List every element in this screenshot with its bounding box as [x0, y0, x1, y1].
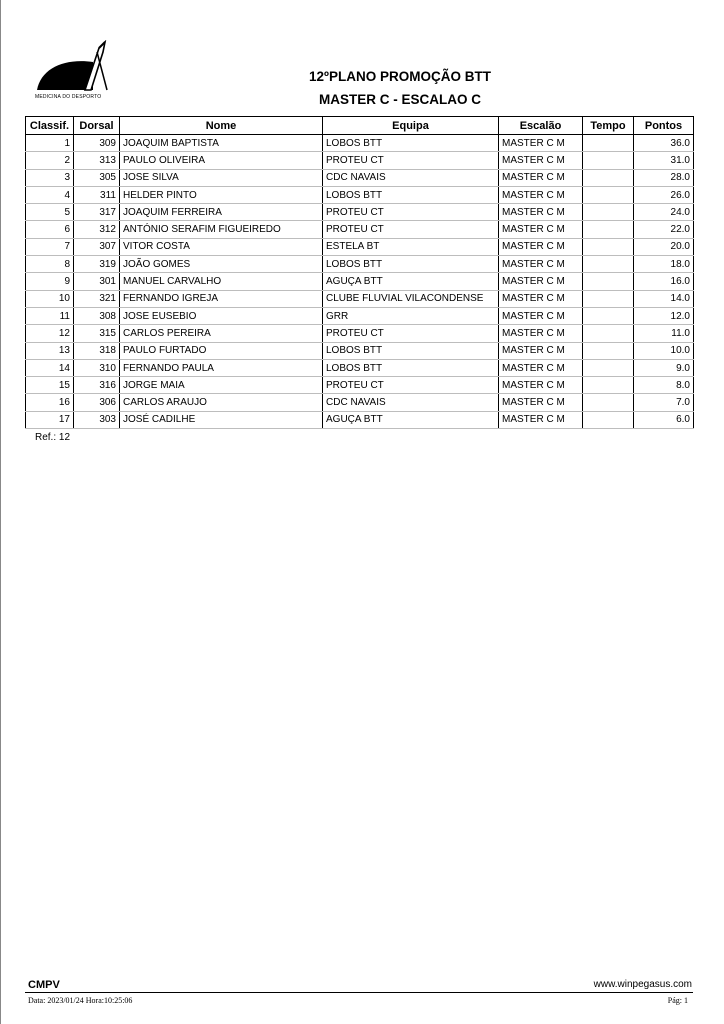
- table-row: [26, 152, 694, 169]
- cell-equipa: LOBOS BTT: [323, 135, 499, 152]
- table-row: [26, 377, 694, 394]
- table-row: [26, 204, 694, 221]
- cell-dorsal: 306: [74, 394, 120, 411]
- footer-divider: [25, 992, 693, 993]
- cell-tempo: [583, 359, 634, 376]
- header-equipa: Equipa: [323, 117, 499, 135]
- cell-equipa: CDC NAVAIS: [323, 394, 499, 411]
- cell-nome: JOSE EUSEBIO: [120, 307, 323, 324]
- cell-equipa: LOBOS BTT: [323, 186, 499, 203]
- results-table: [25, 116, 694, 429]
- table-row: [26, 273, 694, 290]
- cell-dorsal: 307: [74, 238, 120, 255]
- cell-dorsal: 305: [74, 169, 120, 186]
- header-escalao: Escalão: [499, 117, 583, 135]
- reference-note: [35, 432, 70, 443]
- cell-classif: 4: [26, 186, 74, 203]
- cell-nome: ANTÓNIO SERAFIM FIGUEIREDO: [120, 221, 323, 238]
- footer-organization: CMPV: [28, 979, 60, 991]
- cell-dorsal: 315: [74, 325, 120, 342]
- logo-caption: MEDICINA DO DESPORTO: [35, 94, 102, 100]
- cell-classif: 15: [26, 377, 74, 394]
- cell-pontos: 10.0: [634, 342, 694, 359]
- cell-classif: 16: [26, 394, 74, 411]
- cell-equipa: CDC NAVAIS: [323, 169, 499, 186]
- header-nome: Nome: [120, 117, 323, 135]
- cell-pontos: 6.0: [634, 411, 694, 428]
- table-row: [26, 290, 694, 307]
- cell-escalao: MASTER C M: [499, 169, 583, 186]
- cell-equipa: LOBOS BTT: [323, 359, 499, 376]
- cell-classif: 6: [26, 221, 74, 238]
- cell-nome: MANUEL CARVALHO: [120, 273, 323, 290]
- page-edge: [0, 0, 1, 1024]
- table-row: [26, 394, 694, 411]
- cell-escalao: MASTER C M: [499, 204, 583, 221]
- cell-tempo: [583, 377, 634, 394]
- cell-equipa: GRR: [323, 307, 499, 324]
- cell-escalao: MASTER C M: [499, 273, 583, 290]
- cell-escalao: MASTER C M: [499, 307, 583, 324]
- cell-equipa: LOBOS BTT: [323, 256, 499, 273]
- cell-escalao: MASTER C M: [499, 377, 583, 394]
- table-row: [26, 325, 694, 342]
- table-row: [26, 238, 694, 255]
- cell-classif: 13: [26, 342, 74, 359]
- table-row: [26, 411, 694, 428]
- cell-escalao: MASTER C M: [499, 135, 583, 152]
- cell-nome: CARLOS PEREIRA: [120, 325, 323, 342]
- cell-tempo: [583, 256, 634, 273]
- table-row: [26, 307, 694, 324]
- cell-classif: 5: [26, 204, 74, 221]
- cell-escalao: MASTER C M: [499, 342, 583, 359]
- cell-nome: JOAQUIM FERREIRA: [120, 204, 323, 221]
- cell-escalao: MASTER C M: [499, 221, 583, 238]
- cell-classif: 10: [26, 290, 74, 307]
- cell-tempo: [583, 169, 634, 186]
- cell-equipa: AGUÇA BTT: [323, 411, 499, 428]
- cell-escalao: MASTER C M: [499, 290, 583, 307]
- cell-dorsal: 311: [74, 186, 120, 203]
- header-dorsal: Dorsal: [74, 117, 120, 135]
- cell-pontos: 7.0: [634, 394, 694, 411]
- ref-label: Ref.:: [35, 432, 57, 443]
- table-row: [26, 135, 694, 152]
- cell-equipa: CLUBE FLUVIAL VILACONDENSE: [323, 290, 499, 307]
- cell-equipa: ESTELA BT: [323, 238, 499, 255]
- cell-tempo: [583, 273, 634, 290]
- header-pontos: Pontos: [634, 117, 694, 135]
- cell-tempo: [583, 152, 634, 169]
- cell-pontos: 8.0: [634, 377, 694, 394]
- page-subtitle: MASTER C - ESCALAO C: [319, 92, 481, 107]
- cell-pontos: 28.0: [634, 169, 694, 186]
- cell-pontos: 24.0: [634, 204, 694, 221]
- table-row: [26, 186, 694, 203]
- cell-pontos: 26.0: [634, 186, 694, 203]
- cell-escalao: MASTER C M: [499, 394, 583, 411]
- cell-tempo: [583, 186, 634, 203]
- page-title: 12ºPLANO PROMOÇÃO BTT: [309, 69, 491, 84]
- table-row: [26, 221, 694, 238]
- cell-pontos: 11.0: [634, 325, 694, 342]
- cell-pontos: 36.0: [634, 135, 694, 152]
- table-header-row: [26, 117, 694, 135]
- cell-classif: 9: [26, 273, 74, 290]
- cell-nome: JORGE MAIA: [120, 377, 323, 394]
- cell-pontos: 16.0: [634, 273, 694, 290]
- cell-tempo: [583, 221, 634, 238]
- cell-dorsal: 301: [74, 273, 120, 290]
- cell-nome: JOSÉ CADILHE: [120, 411, 323, 428]
- cell-nome: FERNANDO IGREJA: [120, 290, 323, 307]
- cell-pontos: 22.0: [634, 221, 694, 238]
- cell-nome: JOAQUIM BAPTISTA: [120, 135, 323, 152]
- cell-dorsal: 309: [74, 135, 120, 152]
- cell-pontos: 18.0: [634, 256, 694, 273]
- cell-nome: HELDER PINTO: [120, 186, 323, 203]
- cell-dorsal: 316: [74, 377, 120, 394]
- cell-tempo: [583, 342, 634, 359]
- cell-classif: 8: [26, 256, 74, 273]
- cell-tempo: [583, 411, 634, 428]
- cell-classif: 3: [26, 169, 74, 186]
- cell-equipa: PROTEU CT: [323, 152, 499, 169]
- page-label: Pág:: [667, 996, 682, 1005]
- cell-nome: VITOR COSTA: [120, 238, 323, 255]
- header-classif: Classif.: [26, 117, 74, 135]
- cell-escalao: MASTER C M: [499, 411, 583, 428]
- cell-pontos: 31.0: [634, 152, 694, 169]
- cell-classif: 12: [26, 325, 74, 342]
- cell-nome: PAULO OLIVEIRA: [120, 152, 323, 169]
- cell-dorsal: 312: [74, 221, 120, 238]
- footer-website: www.winpegasus.com: [593, 979, 692, 990]
- cell-tempo: [583, 135, 634, 152]
- cell-tempo: [583, 204, 634, 221]
- cell-nome: PAULO FURTADO: [120, 342, 323, 359]
- cell-escalao: MASTER C M: [499, 256, 583, 273]
- cell-tempo: [583, 290, 634, 307]
- cell-tempo: [583, 307, 634, 324]
- cell-equipa: PROTEU CT: [323, 221, 499, 238]
- header-tempo: Tempo: [583, 117, 634, 135]
- cell-equipa: LOBOS BTT: [323, 342, 499, 359]
- cell-escalao: MASTER C M: [499, 152, 583, 169]
- cell-classif: 17: [26, 411, 74, 428]
- cell-dorsal: 321: [74, 290, 120, 307]
- cell-tempo: [583, 238, 634, 255]
- page-number: 1: [684, 996, 688, 1005]
- cell-dorsal: 319: [74, 256, 120, 273]
- cell-escalao: MASTER C M: [499, 186, 583, 203]
- cell-dorsal: 310: [74, 359, 120, 376]
- cell-equipa: PROTEU CT: [323, 204, 499, 221]
- cell-pontos: 14.0: [634, 290, 694, 307]
- cell-pontos: 9.0: [634, 359, 694, 376]
- cell-pontos: 12.0: [634, 307, 694, 324]
- cell-nome: FERNANDO PAULA: [120, 359, 323, 376]
- cell-pontos: 20.0: [634, 238, 694, 255]
- footer-page-number: [668, 996, 688, 1005]
- cell-equipa: PROTEU CT: [323, 377, 499, 394]
- cell-escalao: MASTER C M: [499, 359, 583, 376]
- cell-nome: CARLOS ARAUJO: [120, 394, 323, 411]
- cell-escalao: MASTER C M: [499, 325, 583, 342]
- cell-nome: JOÃO GOMES: [120, 256, 323, 273]
- table-row: [26, 169, 694, 186]
- table-row: [26, 359, 694, 376]
- cell-dorsal: 318: [74, 342, 120, 359]
- cell-dorsal: 303: [74, 411, 120, 428]
- cell-dorsal: 313: [74, 152, 120, 169]
- cell-escalao: MASTER C M: [499, 238, 583, 255]
- cell-equipa: AGUÇA BTT: [323, 273, 499, 290]
- table-row: [26, 342, 694, 359]
- footer-date: Data: 2023/01/24 Hora:10:25:06: [28, 996, 133, 1005]
- cell-classif: 1: [26, 135, 74, 152]
- cell-classif: 14: [26, 359, 74, 376]
- cell-classif: 11: [26, 307, 74, 324]
- table-row: [26, 256, 694, 273]
- cell-dorsal: 317: [74, 204, 120, 221]
- cell-classif: 7: [26, 238, 74, 255]
- cell-tempo: [583, 394, 634, 411]
- cell-tempo: [583, 325, 634, 342]
- cell-equipa: PROTEU CT: [323, 325, 499, 342]
- ref-value: 12: [58, 432, 71, 443]
- cell-dorsal: 308: [74, 307, 120, 324]
- cell-classif: 2: [26, 152, 74, 169]
- cell-nome: JOSE SILVA: [120, 169, 323, 186]
